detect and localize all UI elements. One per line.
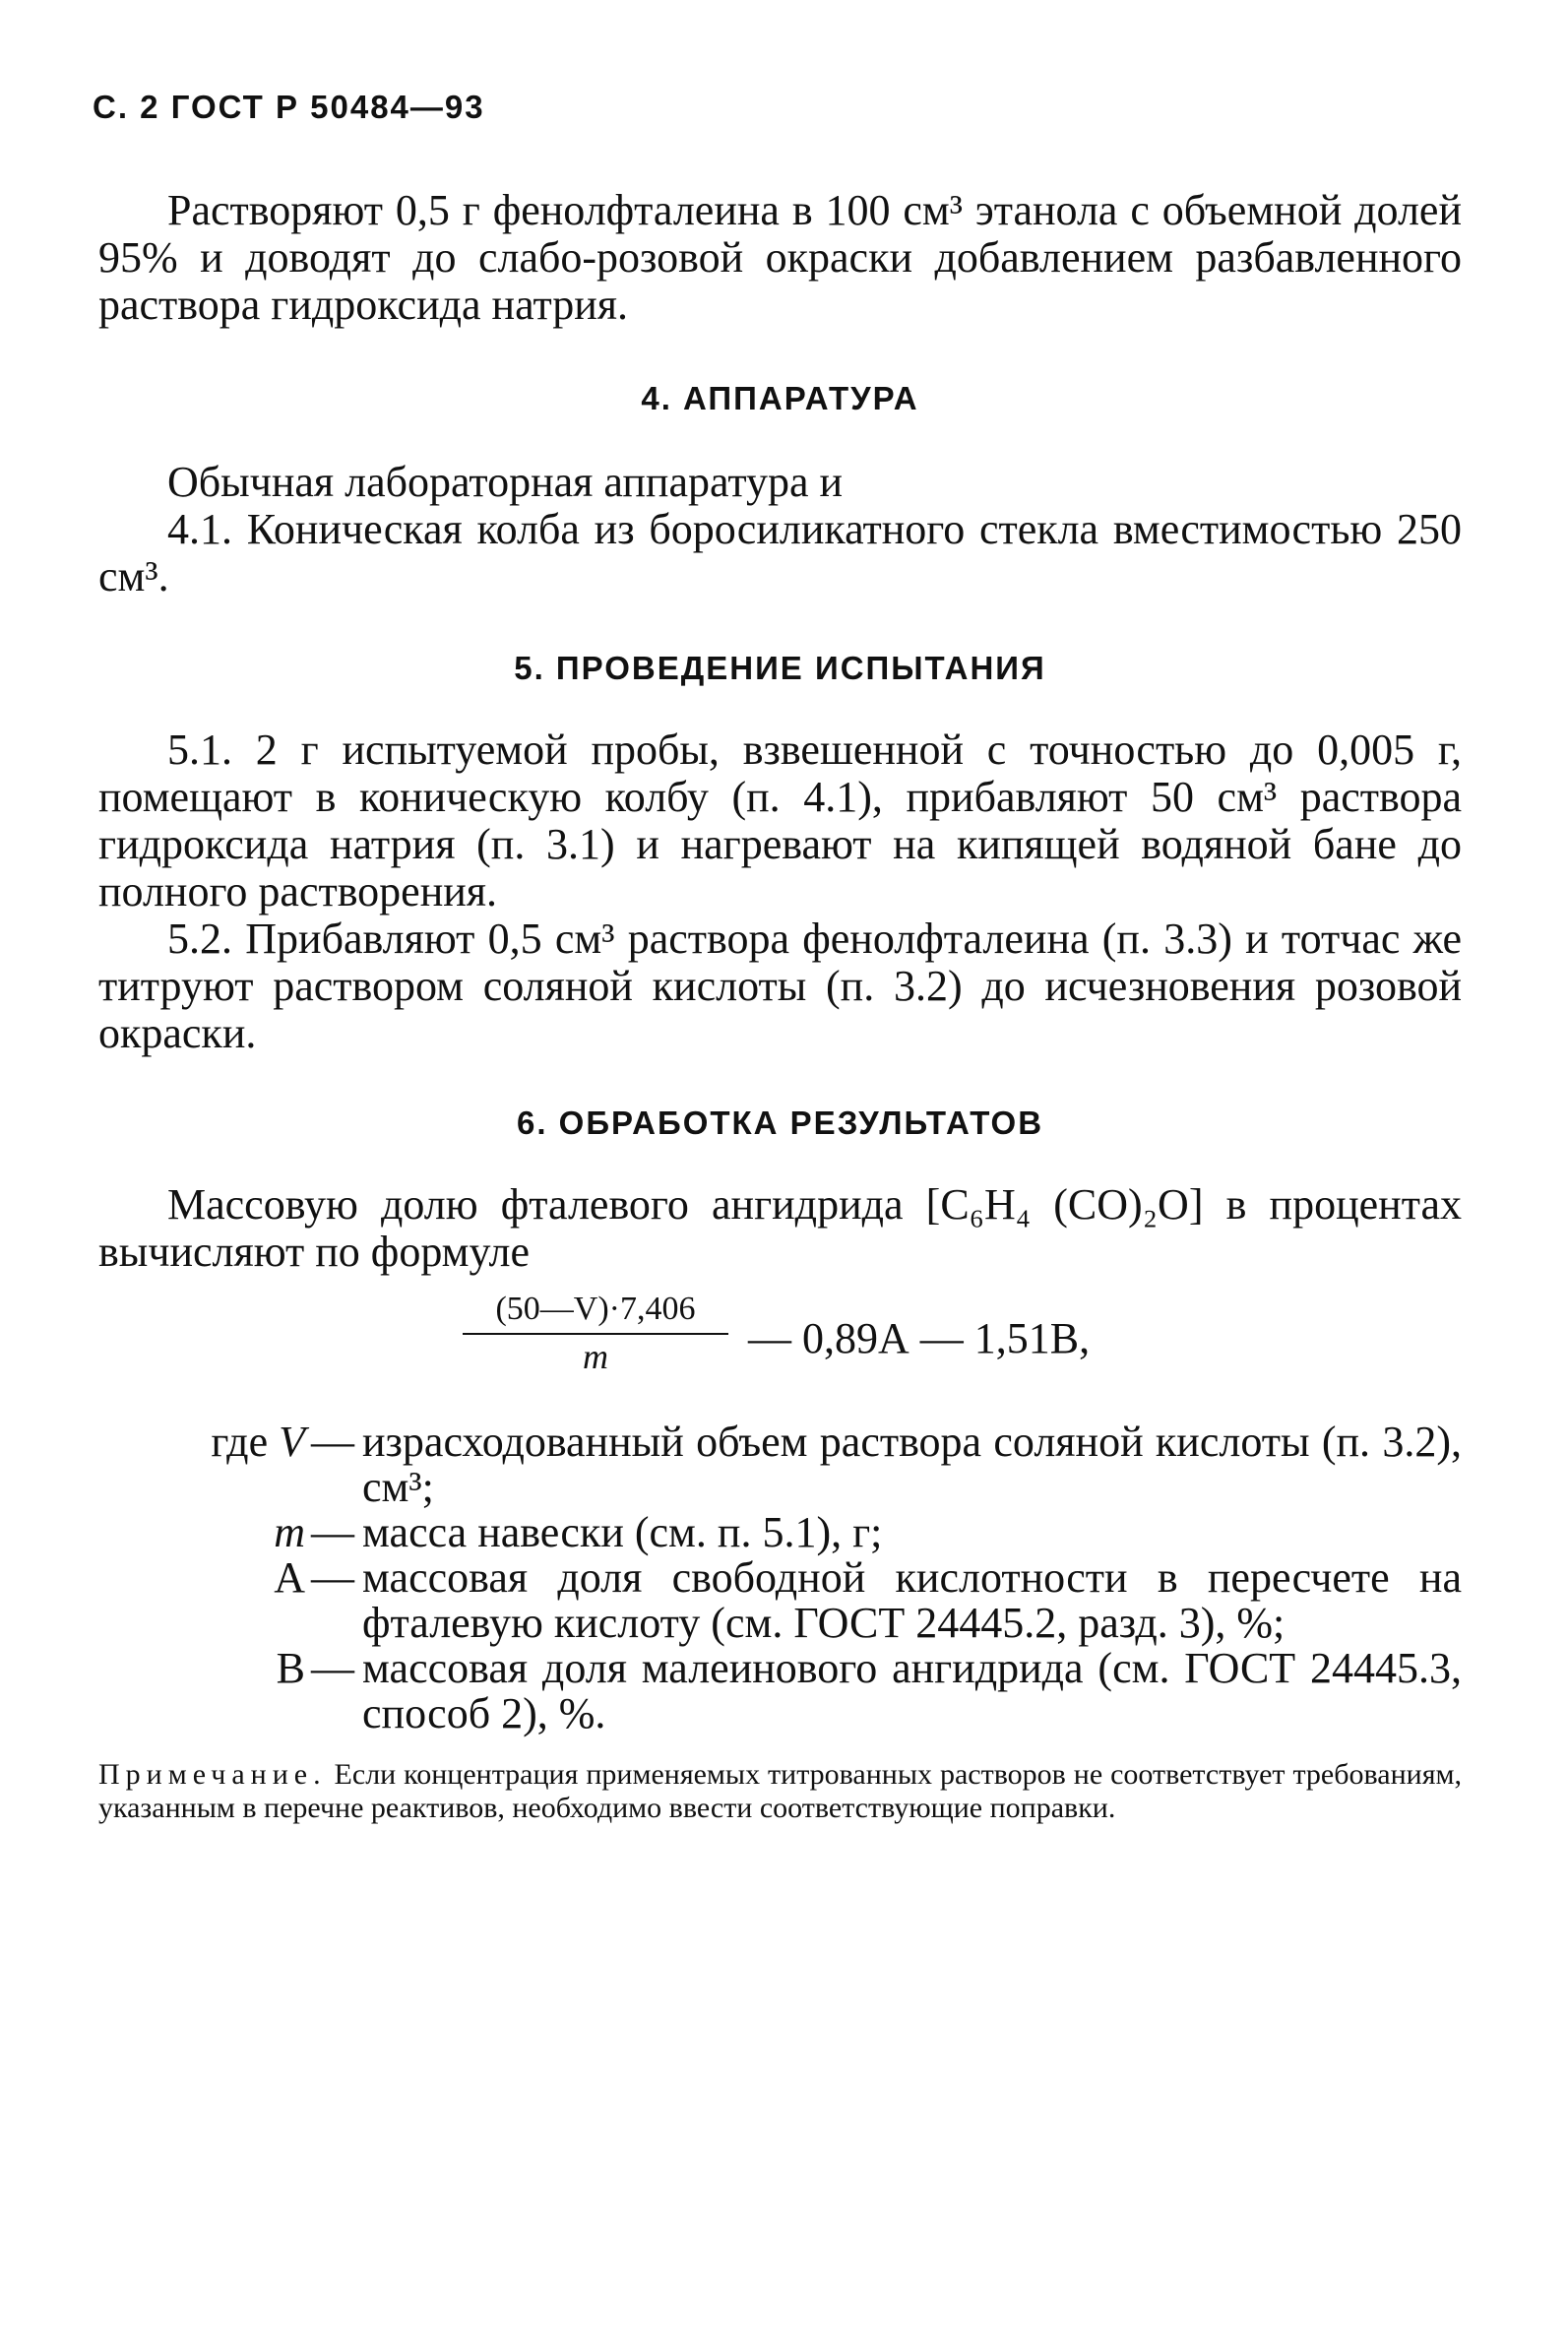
intro-paragraph: Растворяют 0,5 г фенолфталеина в 100 см³ этанола с объемной долей 95% и доводят до слабо-розовой окраски добавлением разбавленного раствора гидроксида натрия. <box>98 186 1462 329</box>
formula-remainder: — 0,89А — 1,51В, <box>748 1314 1091 1362</box>
formula-denominator: m <box>583 1337 608 1376</box>
definition-prefix: где <box>211 1418 280 1466</box>
section-5-title: 5. ПРОВЕДЕНИЕ ИСПЫТАНИЯ <box>514 650 1046 686</box>
definition-dash: — <box>311 1553 354 1602</box>
section-6-title: 6. ОБРАБОТКА РЕЗУЛЬТАТОВ <box>516 1104 1044 1141</box>
section-4-paragraph-2: 4.1. Коническая колба из боросиликатного стекла вместимостью 250 см³. <box>98 505 1462 600</box>
section-5-paragraph-1: 5.1. 2 г испытуемой пробы, взвешенной с точностью до 0,005 г, помещают в коническую колбу (п. 4.1), прибавляют 50 см³ раствора гидроксида натрия (п. 3.1) и нагревают на кипящей водяной бане до полного растворения. <box>98 726 1462 915</box>
page-content <box>98 187 1462 1855</box>
definition-item <box>98 1420 1462 1510</box>
section-5-paragraph-2: 5.2. Прибавляют 0,5 см³ раствора фенолфталеина (п. 3.3) и тотчас же титруют раствором соляной кислоты (п. 3.2) до исчезновения розовой окраски. <box>98 915 1462 1057</box>
section-4-title: 4. АППАРАТУРА <box>641 380 919 416</box>
note <box>98 1758 1462 1825</box>
note-text: Если концентрация применяемых титрованных растворов не соответствует требованиям, указанным в перечне реактивов, необходимо ввести соответствующие поправки. <box>98 1758 1462 1824</box>
formula-numerator: (50—V)·7,406 <box>463 1290 728 1335</box>
definition-text: израсходованный объем раствора соляной кислоты (п. 3.2), см³; <box>362 1418 1462 1511</box>
formula <box>98 1290 1462 1398</box>
variable-definitions <box>98 1420 1462 1736</box>
definition-symbol: В <box>276 1644 305 1692</box>
definition-symbol: m <box>274 1508 305 1556</box>
definition-text: масса навески (см. п. 5.1), г; <box>362 1508 883 1556</box>
section-4-paragraph-1: Обычная лабораторная аппаратура и <box>167 458 844 506</box>
definition-dash: — <box>311 1508 354 1556</box>
definition-symbol: А <box>274 1553 305 1602</box>
definition-text: массовая доля малеинового ангидрида (см. ГОСТ 24445.3, способ 2), %. <box>362 1644 1462 1737</box>
definition-text: массовая доля свободной кислотности в пересчете на фталевую кислоту (см. ГОСТ 24445.2, разд. 3), %; <box>362 1553 1462 1647</box>
definition-symbol: V <box>279 1418 305 1466</box>
definition-item <box>98 1555 1462 1646</box>
page-header: С. 2 ГОСТ Р 50484—93 <box>93 89 485 125</box>
definition-item <box>98 1646 1462 1736</box>
section-6-paragraph-1: Массовую долю фталевого ангидрида [C₆H₄ (CO)₂O] в процентах вычисляют по формуле <box>98 1180 1462 1276</box>
definition-dash: — <box>311 1644 354 1692</box>
formula-fraction <box>463 1290 728 1378</box>
note-label: Примечание. <box>98 1758 327 1791</box>
definition-item <box>98 1510 1462 1555</box>
definition-dash: — <box>311 1418 354 1466</box>
